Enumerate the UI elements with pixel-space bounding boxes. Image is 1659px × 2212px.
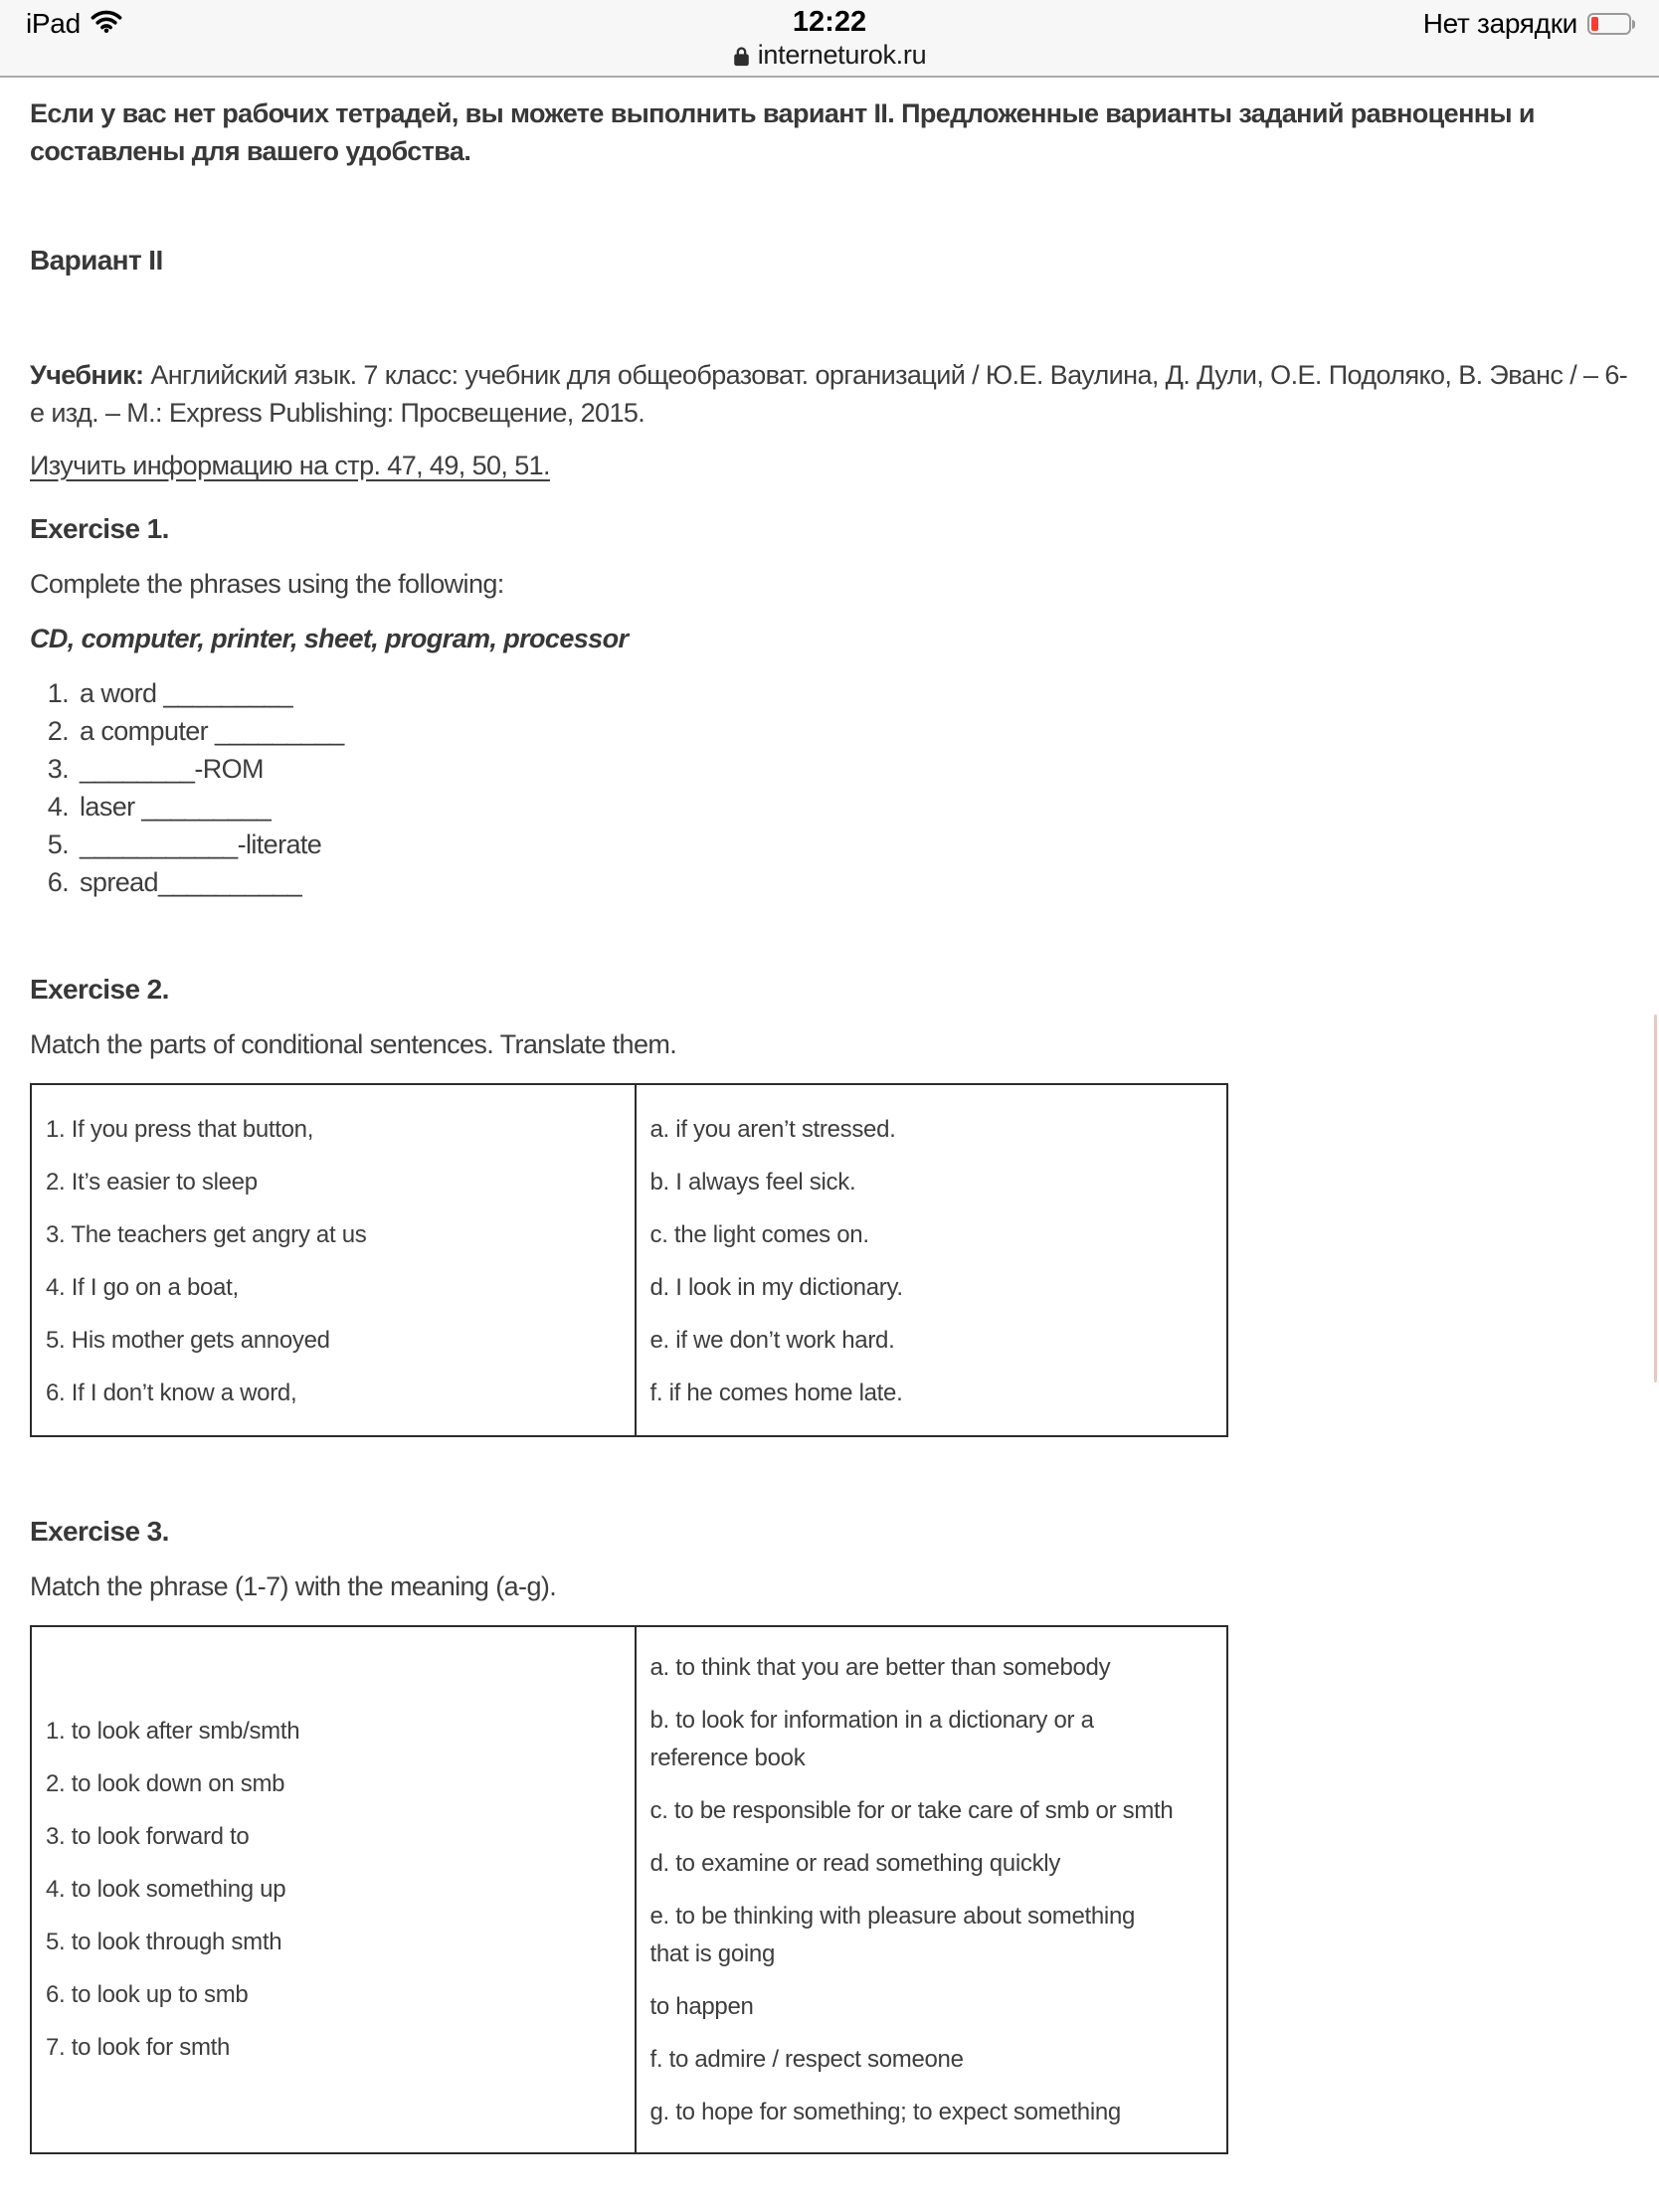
textbook-label: Учебник: xyxy=(30,360,144,390)
table-row: 1. to look after smb/smth xyxy=(46,1718,300,1745)
table-row: e. if we don’t work hard. xyxy=(649,1327,895,1354)
textbook-reference xyxy=(30,356,1629,432)
exercise2-right-cell xyxy=(636,1084,1228,1436)
list-item: 3. ________-ROM xyxy=(76,750,1629,788)
definition-line: to happen xyxy=(649,1992,754,2020)
status-right xyxy=(1423,8,1635,40)
table-row: d. I look in my dictionary. xyxy=(649,1274,903,1301)
definition-line: e. to be thinking with pleasure about something xyxy=(649,1902,1136,1930)
exercise3-title: Exercise 3. xyxy=(30,1516,169,1547)
definition-line: f. to admire / respect someone xyxy=(649,2045,964,2073)
exercise3-instruction: Match the phrase (1-7) with the meaning (a-g). xyxy=(30,1571,557,1601)
table-row: 3. The teachers get angry at us xyxy=(46,1221,367,1248)
table-row: 4. to look something up xyxy=(46,1876,286,1903)
table-row: f. if he comes home late. xyxy=(649,1380,903,1406)
table-row: 3. to look forward to xyxy=(46,1823,250,1850)
study-pages-link[interactable]: Изучить информацию на стр. 47, 49, 50, 51. xyxy=(30,451,550,480)
table-row: c. the light comes on. xyxy=(649,1221,869,1248)
exercise2-table xyxy=(30,1083,1228,1437)
table-row: a. if you aren’t stressed. xyxy=(649,1116,896,1143)
exercise1-title: Exercise 1. xyxy=(30,513,169,544)
table-row: 6. to look up to smb xyxy=(46,1981,249,2008)
battery-icon xyxy=(1587,13,1635,35)
exercise3-left-cell xyxy=(31,1626,636,2153)
exercise2-title: Exercise 2. xyxy=(30,974,169,1005)
list-item: 6. spread__________ xyxy=(76,863,1629,901)
lock-icon xyxy=(733,43,750,74)
table-row: 2. to look down on smb xyxy=(46,1770,285,1797)
exercise1-word-bank: CD, computer, printer, sheet, program, processor xyxy=(30,624,629,653)
exercise2-left-cell xyxy=(31,1084,636,1436)
page-content xyxy=(0,94,1659,2154)
definition-line: that is going xyxy=(649,1939,776,1967)
scrollbar-thumb[interactable] xyxy=(1654,1014,1657,1382)
table-row xyxy=(650,1702,1213,1777)
table-row xyxy=(650,1649,1213,1687)
table-row: 5. to look through smth xyxy=(46,1929,282,1955)
clock: 12:22 xyxy=(792,6,867,38)
table-row: 4. If I go on a boat, xyxy=(46,1274,239,1301)
list-item: 4. laser _________ xyxy=(76,788,1629,826)
url-text: interneturok.ru xyxy=(757,40,927,70)
definition-line: g. to hope for something; to expect something xyxy=(649,2098,1121,2125)
table-row: 5. His mother gets annoyed xyxy=(46,1327,330,1354)
battery-label: Нет зарядки xyxy=(1422,8,1577,39)
exercise1-instruction: Complete the phrases using the following: xyxy=(30,569,504,599)
list-item: 5. ___________-literate xyxy=(76,826,1629,863)
definition-line: reference book xyxy=(649,1744,806,1771)
list-item: 1. a word _________ xyxy=(76,674,1629,712)
table-row xyxy=(650,1898,1213,1973)
definition-line: d. to examine or read something quickly xyxy=(649,1849,1061,1877)
exercise3-table xyxy=(30,1625,1228,2154)
definition-line: b. to look for information in a dictionary or a xyxy=(649,1706,1094,1734)
table-row: 7. to look for smth xyxy=(46,2034,231,2061)
device-label: iPad xyxy=(26,8,81,39)
exercise2-instruction: Match the parts of conditional sentences. Translate them. xyxy=(30,1029,677,1059)
exercise3-right-cell xyxy=(636,1626,1228,2153)
table-row: 2. It’s easier to sleep xyxy=(46,1169,258,1196)
textbook-text: Английский язык. 7 класс: учебник для общеобразоват. организаций / Ю.Е. Ваулина, Д. Дули, О.Е. Подоляко, В. Эванс / – 6-е изд. – М.: Express Publishing: Просвещение, 2015. xyxy=(30,360,1628,428)
url-bar[interactable] xyxy=(0,40,1659,74)
table-row: b. I always feel sick. xyxy=(649,1169,856,1196)
intro-paragraph: Если у вас нет рабочих тетрадей, вы можете выполнить вариант II. Предложенные варианты заданий равноценны и составлены для вашего удобства. xyxy=(30,98,1535,166)
table-row xyxy=(650,2041,1213,2079)
exercise1-list xyxy=(30,674,1629,901)
table-row xyxy=(650,2094,1213,2131)
definition-line: c. to be responsible for or take care of smb or smth xyxy=(649,1796,1174,1824)
variant-title: Вариант II xyxy=(30,245,163,276)
definition-line: a. to think that you are better than somebody xyxy=(649,1653,1111,1681)
table-row xyxy=(650,1845,1213,1883)
table-row: 1. If you press that button, xyxy=(46,1116,314,1143)
status-bar xyxy=(0,0,1659,78)
table-row xyxy=(650,1988,1213,2026)
table-row xyxy=(650,1792,1213,1830)
list-item: 2. a computer _________ xyxy=(76,712,1629,750)
table-row: 6. If I don’t know a word, xyxy=(46,1380,297,1406)
